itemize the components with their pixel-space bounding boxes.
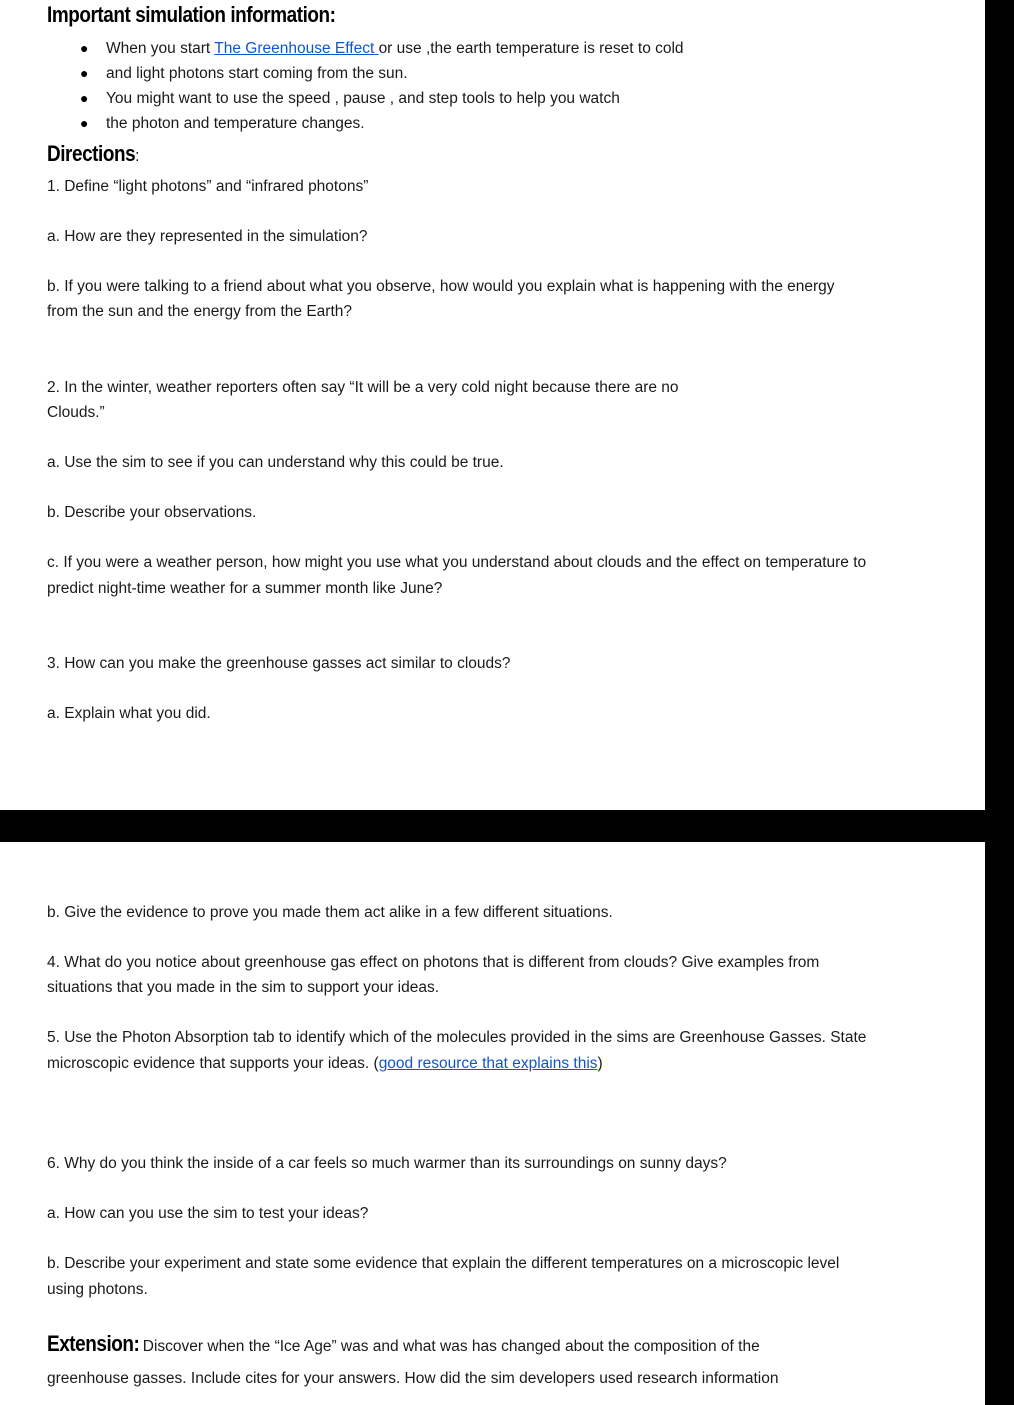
question-2: 2. In the winter, weather reporters often say “It will be a very cold night because there are no xyxy=(47,379,679,396)
question-2c: c. If you were a weather person, how might you use what you understand about clouds and the effect on temperature to xyxy=(47,554,867,571)
directions-heading: Directions: xyxy=(47,141,139,166)
question-6a: a. How can you use the sim to test your ideas? xyxy=(47,1205,369,1222)
question-2a: a. Use the sim to see if you can understand why this could be true. xyxy=(47,454,504,471)
bullet-icon: ● xyxy=(80,40,89,56)
question-4: 4. What do you notice about greenhouse gas effect on photons that is different from clouds? Give examples from xyxy=(47,954,820,971)
bullet-icon: ● xyxy=(80,115,89,131)
document-page-2 xyxy=(0,842,985,1405)
question-1: 1. Define “light photons” and “infrared photons” xyxy=(47,178,369,195)
bullet-item: ● the photon and temperature changes. xyxy=(80,115,365,132)
question-5: 5. Use the Photon Absorption tab to identify which of the molecules provided in the sims are Greenhouse Gasses. State xyxy=(47,1029,867,1046)
info-heading: Important simulation information: xyxy=(47,2,336,27)
extension-paragraph-cont: greenhouse gasses. Include cites for your answers. How did the sim developers used research information xyxy=(47,1370,779,1387)
question-4-cont: situations that you made in the sim to support your ideas. xyxy=(47,979,440,996)
bullet-item: ● When you start The Greenhouse Effect or use ,the earth temperature is reset to cold xyxy=(80,40,684,57)
extension-paragraph: Extension: Discover when the “Ice Age” was and what was has changed about the composition of the xyxy=(47,1331,760,1356)
bullet-item: ● and light photons start coming from the sun. xyxy=(80,65,408,82)
question-3: 3. How can you make the greenhouse gasses act similar to clouds? xyxy=(47,655,511,672)
question-2-cont: Clouds.” xyxy=(47,404,105,421)
question-2c-cont: predict night-time weather for a summer month like June? xyxy=(47,580,443,597)
question-6b: b. Describe your experiment and state some evidence that explain the different temperatures on a microscopic level xyxy=(47,1255,840,1272)
bullet-icon: ● xyxy=(80,90,89,106)
greenhouse-effect-link[interactable]: The Greenhouse Effect xyxy=(214,40,379,57)
question-5-cont: microscopic evidence that supports your ideas. (good resource that explains this) xyxy=(47,1055,603,1072)
bullet-icon: ● xyxy=(80,65,89,81)
question-1b: b. If you were talking to a friend about what you observe, how would you explain what is happening with the energy xyxy=(47,278,835,295)
question-1b-cont: from the sun and the energy from the Earth? xyxy=(47,303,353,320)
question-3b: b. Give the evidence to prove you made them act alike in a few different situations. xyxy=(47,904,613,921)
good-resource-link[interactable]: good resource that explains this xyxy=(378,1055,598,1072)
question-6b-cont: using photons. xyxy=(47,1281,148,1298)
question-2b: b. Describe your observations. xyxy=(47,504,257,521)
question-1a: a. How are they represented in the simulation? xyxy=(47,228,368,245)
question-6: 6. Why do you think the inside of a car feels so much warmer than its surroundings on sunny days? xyxy=(47,1155,727,1172)
extension-label: Extension: xyxy=(47,1331,140,1356)
bullet-item: ● You might want to use the speed , pause , and step tools to help you watch xyxy=(80,90,620,107)
question-3a: a. Explain what you did. xyxy=(47,705,211,722)
